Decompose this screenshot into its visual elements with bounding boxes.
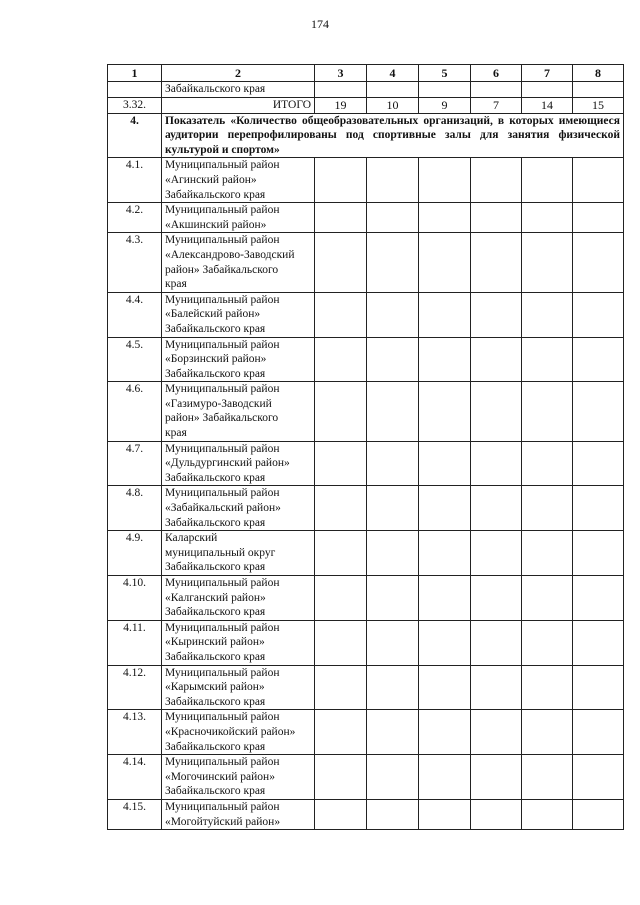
value-cell [419,486,471,531]
value-cell [367,620,419,665]
value-cell [367,158,419,203]
name-line: Муниципальный район [165,800,280,813]
value-cell [315,665,367,710]
municipality-name [162,486,315,531]
name-line: Забайкальского края [165,785,266,798]
header-cell: 2 [162,65,315,82]
name-line: Муниципальный район [165,666,280,679]
total-value: 14 [522,97,573,113]
table-row [108,441,624,486]
value-cell [367,382,419,441]
table-row [108,486,624,531]
value-cell [315,799,367,829]
value-cell [573,710,624,755]
row-number: 4.3. [108,233,162,292]
name-line: Муниципальный район [165,383,280,396]
table-row [108,799,624,829]
value-cell [573,441,624,486]
value-cell [419,441,471,486]
row-number: 4.5. [108,337,162,382]
table-row [108,158,624,203]
value-cell [573,203,624,233]
value-cell [573,665,624,710]
table-row [108,382,624,441]
value-cell [522,82,573,98]
name-line: район» Забайкальского [165,412,279,425]
total-label: ИТОГО [162,97,315,113]
value-cell [522,382,573,441]
value-cell [367,203,419,233]
name-line: Забайкальского края [165,188,266,201]
header-cell: 6 [471,65,522,82]
value-cell [471,665,522,710]
value-cell [471,382,522,441]
value-cell [471,486,522,531]
value-cell [367,531,419,576]
name-line: «Борзинский район» [165,353,267,366]
row-number: 4.2. [108,203,162,233]
row-number [108,82,162,98]
value-cell [367,799,419,829]
name-line: Муниципальный район [165,204,280,217]
value-cell [522,233,573,292]
value-cell [367,486,419,531]
total-value: 10 [367,97,419,113]
value-cell [419,620,471,665]
value-cell [522,441,573,486]
name-line: Забайкальского края [165,322,266,335]
name-line: «Газимуро-Заводский [165,397,272,410]
name-line: Муниципальный район [165,234,280,247]
value-cell [471,292,522,337]
value-cell [471,441,522,486]
value-cell [419,755,471,800]
municipality-name [162,82,315,98]
value-cell [419,82,471,98]
name-line: Муниципальный район [165,159,280,172]
section-title: Показатель «Количество общеобразовательных организаций, в которых имеющиеся аудитории перепрофилированы под спортивные залы для занятия физической культурой и спортом» [162,113,624,158]
data-table [107,64,624,830]
value-cell [522,620,573,665]
name-line: Забайкальского края [165,367,266,380]
name-line: Забайкальского края [165,516,266,529]
value-cell [367,441,419,486]
name-line: Муниципальный район [165,621,280,634]
value-cell [367,665,419,710]
value-cell [471,233,522,292]
name-line: «Кыринский район» [165,636,265,649]
value-cell [315,620,367,665]
value-cell [522,337,573,382]
municipality-name [162,292,315,337]
name-line: муниципальный округ [165,546,276,559]
header-cell: 8 [573,65,624,82]
header-cell: 7 [522,65,573,82]
value-cell [419,710,471,755]
municipality-name [162,337,315,382]
value-cell [471,755,522,800]
table-row [108,233,624,292]
municipality-name [162,755,315,800]
value-cell [522,203,573,233]
value-cell [315,576,367,621]
value-cell [419,665,471,710]
value-cell [419,158,471,203]
name-line: «Забайкальский район» [165,502,281,515]
value-cell [367,82,419,98]
value-cell [522,292,573,337]
table-body [108,65,624,830]
name-line: Муниципальный район [165,756,280,769]
value-cell [315,441,367,486]
municipality-name [162,158,315,203]
total-value: 15 [573,97,624,113]
row-number: 4.1. [108,158,162,203]
name-line: «Дульдургинский район» [165,457,290,470]
value-cell [471,82,522,98]
table-row [108,710,624,755]
municipality-name [162,665,315,710]
row-number: 4.4. [108,292,162,337]
value-cell [573,292,624,337]
value-cell [522,665,573,710]
value-cell [522,799,573,829]
value-cell [419,576,471,621]
row-number: 4.14. [108,755,162,800]
page-number: 174 [311,17,329,31]
total-value: 9 [419,97,471,113]
name-line: «Карымский район» [165,681,265,694]
value-cell [315,233,367,292]
row-number: 4.12. [108,665,162,710]
value-cell [471,799,522,829]
name-line: «Калганский район» [165,591,266,604]
value-cell [471,620,522,665]
value-cell [367,233,419,292]
name-line: Забайкальского края [165,695,266,708]
value-cell [471,158,522,203]
name-line: Муниципальный район [165,442,280,455]
value-cell [522,755,573,800]
total-row [108,97,624,113]
value-cell [522,710,573,755]
name-line: Забайкальского края [165,650,266,663]
value-cell [367,710,419,755]
name-line: края [165,427,187,440]
name-line: «Балейский район» [165,308,261,321]
municipality-name [162,233,315,292]
total-value: 19 [315,97,367,113]
value-cell [315,486,367,531]
value-cell [573,158,624,203]
value-cell [367,755,419,800]
row-number: 4.9. [108,531,162,576]
header-cell: 1 [108,65,162,82]
row-number: 4.11. [108,620,162,665]
name-line: Забайкальского края [165,740,266,753]
name-line: район» Забайкальского [165,263,279,276]
value-cell [471,576,522,621]
value-cell [419,531,471,576]
name-line: Забайкальского края [165,471,266,484]
name-line: Муниципальный район [165,293,280,306]
value-cell [315,203,367,233]
value-cell [315,531,367,576]
value-cell [573,486,624,531]
municipality-name [162,799,315,829]
municipality-name [162,576,315,621]
municipality-name [162,531,315,576]
value-cell [471,337,522,382]
table-row [108,620,624,665]
value-cell [419,799,471,829]
header-cell: 4 [367,65,419,82]
value-cell [522,576,573,621]
row-number: 4.15. [108,799,162,829]
name-line: Муниципальный район [165,577,280,589]
value-cell [471,203,522,233]
value-cell [419,233,471,292]
table-row [108,665,624,710]
municipality-name [162,441,315,486]
row-number: 4.7. [108,441,162,486]
table-row [108,531,624,576]
table-row [108,755,624,800]
value-cell [419,337,471,382]
municipality-name [162,620,315,665]
value-cell [315,755,367,800]
value-cell [522,531,573,576]
name-line: Забайкальского края [165,606,266,619]
row-number: 4.6. [108,382,162,441]
value-cell [573,576,624,621]
municipality-name [162,203,315,233]
value-cell [315,292,367,337]
municipality-name [162,382,315,441]
value-cell [419,292,471,337]
section-number: 4. [108,113,162,158]
value-cell [573,382,624,441]
name-line: «Красночикойский район» [165,725,296,738]
value-cell [573,755,624,800]
row-number: 3.32. [108,97,162,113]
value-cell [367,337,419,382]
name-line: «Акшинский район» [165,218,267,231]
value-cell [315,382,367,441]
name-line: Забайкальского края [165,561,266,574]
name-line: Муниципальный район [165,338,280,351]
name-line: «Агинский район» [165,173,257,186]
value-cell [573,337,624,382]
continuation-row [108,82,624,98]
header-cell: 3 [315,65,367,82]
value-cell [315,158,367,203]
value-cell [367,292,419,337]
value-cell [367,576,419,621]
value-cell [471,531,522,576]
table-row [108,337,624,382]
total-value: 7 [471,97,522,113]
value-cell [573,82,624,98]
name-line: «Александрово-Заводский [165,248,295,261]
table-header-row [108,65,624,82]
name-line: Каларский [165,532,218,545]
value-cell [522,158,573,203]
name-line: Забайкальского края [165,83,266,95]
row-number: 4.13. [108,710,162,755]
table-row [108,576,624,621]
value-cell [471,710,522,755]
row-number: 4.10. [108,576,162,621]
value-cell [573,620,624,665]
name-line: «Могойтуйский район» [165,815,281,828]
value-cell [419,203,471,233]
value-cell [522,486,573,531]
value-cell [315,82,367,98]
row-number: 4.8. [108,486,162,531]
value-cell [315,710,367,755]
value-cell [419,382,471,441]
name-line: «Могочинский район» [165,770,275,783]
name-line: края [165,278,187,291]
table-row [108,292,624,337]
value-cell [573,233,624,292]
name-line: Муниципальный район [165,711,280,724]
table-row [108,203,624,233]
section-row [108,113,624,158]
name-line: Муниципальный район [165,487,280,500]
value-cell [573,799,624,829]
municipality-name [162,710,315,755]
value-cell [315,337,367,382]
header-cell: 5 [419,65,471,82]
value-cell [573,531,624,576]
